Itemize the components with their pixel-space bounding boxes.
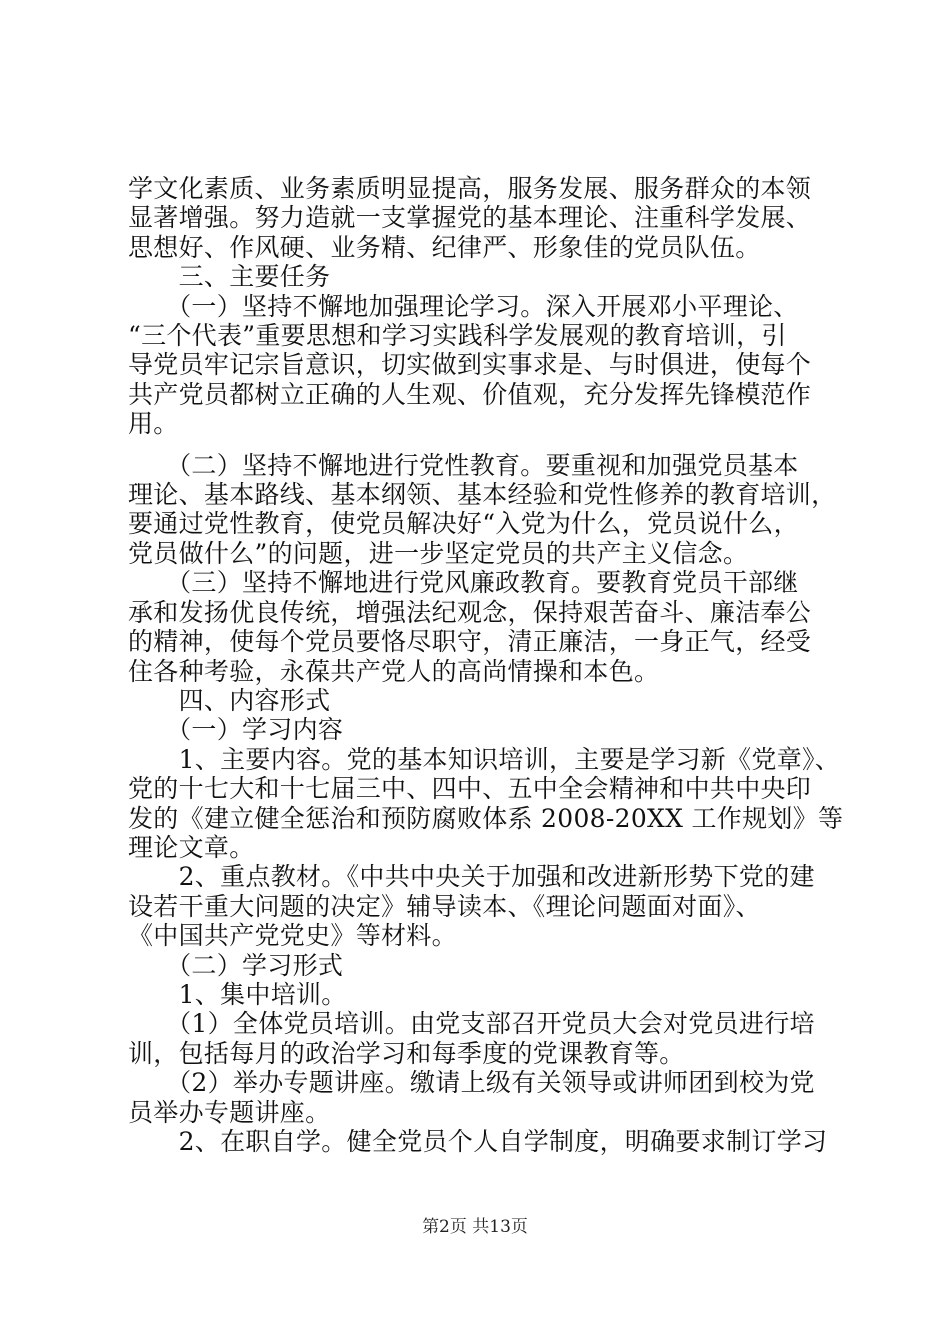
- text-line: 住各种考验，永葆共产党人的高尚情操和本色。: [128, 656, 660, 686]
- text-line: 理论文章。: [128, 832, 255, 862]
- text-line: 导党员牢记宗旨意识，切实做到实事求是、与时俱进，使每个: [128, 350, 812, 380]
- text-line: 共产党员都树立正确的人生观、价值观，充分发挥先锋模范作: [128, 379, 812, 409]
- text-line: “三个代表”重要思想和学习实践科学发展观的教育培训，引: [128, 321, 787, 351]
- text-line: （一）坚持不懈地加强理论学习。深入开展邓小平理论、: [128, 291, 799, 321]
- document-body: [128, 174, 844, 1156]
- page-footer: 第2页 共13页: [422, 1217, 528, 1237]
- text-line: 2、在职自学。健全党员个人自学制度，明确要求制订学习: [128, 1127, 828, 1156]
- text-line: （一）学习内容: [128, 715, 344, 745]
- text-line: 用。: [128, 409, 179, 439]
- text-line: 党员做什么”的问题，进一步坚定党员的共产主义信念。: [128, 538, 749, 568]
- text-line: 学文化素质、业务素质明显提高，服务发展、服务群众的本领: [128, 174, 812, 203]
- text-line: 思想好、作风硬、业务精、纪律严、形象佳的党员队伍。: [128, 232, 761, 262]
- paragraph-gap: [128, 439, 832, 451]
- text-line: 《中国共产党党史》等材料。: [128, 921, 457, 951]
- text-line: 理论、基本路线、基本纲领、基本经验和党性修养的教育培训，: [128, 480, 837, 510]
- text-line: 1、主要内容。党的基本知识培训，主要是学习新《党章》、: [128, 744, 841, 774]
- text-line: （2）举办专题讲座。缴请上级有关领导或讲师团到校为党: [128, 1068, 815, 1098]
- text-line: 员举办专题讲座。: [128, 1097, 331, 1127]
- text-line: 承和发扬优良传统，增强法纪观念，保持艰苦奋斗、廉洁奉公: [128, 597, 812, 627]
- text-line: 四、内容形式: [128, 685, 331, 715]
- text-line: （二）坚持不懈地进行党性教育。要重视和加强党员基本: [128, 450, 799, 480]
- text-line: （二）学习形式: [128, 950, 344, 980]
- text-line: 2、重点教材。《中共中央关于加强和改进新形势下党的建: [128, 862, 815, 892]
- text-line: 显著增强。努力造就一支掌握党的基本理论、注重科学发展、: [128, 203, 812, 233]
- text-line: 训，包括每月的政治学习和每季度的党课教育等。: [128, 1038, 685, 1068]
- text-line: 要通过党性教育，使党员解决好“入党为什么，党员说什么，: [128, 509, 799, 539]
- text-line: 设若干重大问题的决定》辅导读本、《理论问题面对面》、: [128, 891, 761, 921]
- text-line: 的精神，使每个党员要恪尽职守，清正廉洁，一身正气，经受: [128, 627, 812, 657]
- text-line: （三）坚持不懈地进行党风廉政教育。要教育党员干部继: [128, 568, 799, 598]
- text-line: 三、主要任务: [128, 262, 331, 292]
- text-line: 1、集中培训。: [128, 979, 347, 1009]
- text-line: 发的《建立健全惩治和预防腐败体系 2008-20XX 工作规划》等: [128, 803, 844, 833]
- text-line: （1）全体党员培训。由党支部召开党员大会对党员进行培: [128, 1009, 815, 1039]
- text-line: 党的十七大和十七届三中、四中、五中全会精神和中共中央印: [128, 774, 812, 804]
